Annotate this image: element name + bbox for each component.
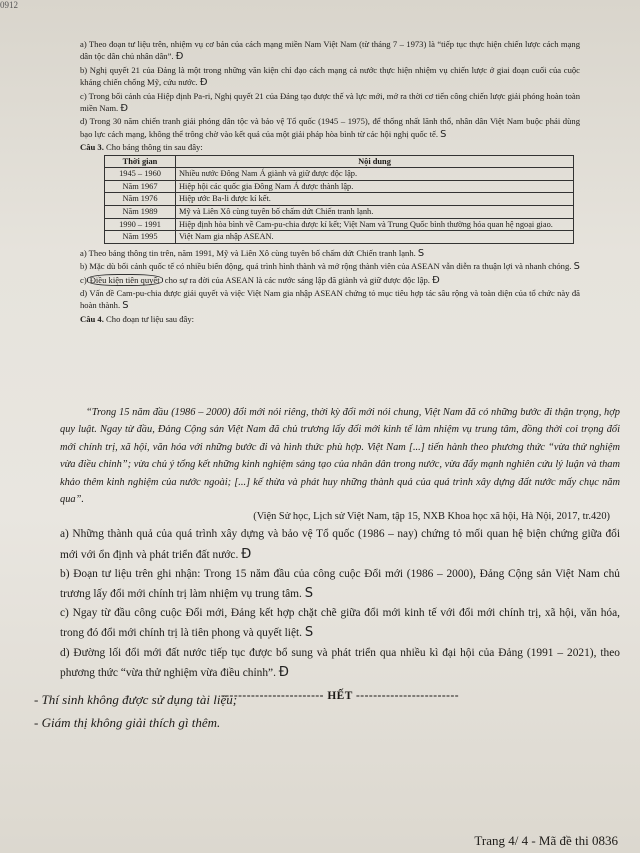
- table-row: [105, 231, 574, 244]
- table-cell: Mỹ và Liên Xô cùng tuyên bố chấm dứt Chiến tranh lạnh.: [176, 206, 574, 219]
- table-header-cell: Thời gian: [105, 155, 176, 168]
- q4-statement-c: c) Ngay từ đầu công cuộc Đổi mới, Đảng kết hợp chặt chẽ giữa đổi mới kinh tế với đổi mới chính trị, xã hội, văn hóa, trong đó đổi mới chính trị là tiên phong và quyết liệt. S: [60, 607, 620, 641]
- table-cell: Hiệp định hòa bình về Cam-pu-chia được kí kết; Việt Nam và Trung Quốc bình thường hóa quan hệ ngoại giao.: [176, 218, 574, 231]
- page-corner-label: 0912: [0, 0, 18, 10]
- table-row: [105, 206, 574, 219]
- answer-mark: Đ: [241, 546, 252, 562]
- q4-source: (Viện Sử học, Lịch sử Việt Nam, tập 15, NXB Khoa học xã hội, Hà Nội, 2017, tr.420): [253, 511, 610, 523]
- q4-statement-d: d) Đường lối đổi mới đất nước tiếp tục được bổ sung và phát triển qua nhiều kì đại hội của Đảng (1991 – 2021), theo phương thức “vừa thử nghiệm vừa điều chỉnh”. Đ: [60, 646, 620, 680]
- note-line: - Thí sinh không được sử dụng tài liệu;: [34, 692, 238, 707]
- table-cell: Năm 1989: [105, 206, 176, 219]
- table-header-row: [105, 155, 574, 168]
- answer-mark: Đ: [432, 274, 440, 286]
- q4-quote: “Trong 15 năm đầu (1986 – 2000) đổi mới nói riêng, thời kỳ đổi mới nói chung, Việt Nam đã có những bước đi thận trọng, hợp quy luật. Ngay từ đầu, Đảng Cộng sản Việt Nam đã chủ trương lấy đổi mới kinh tế làm nhiệm vụ trung tâm, đồng thời coi trọng đổi mới chính trị, xã hội, văn hóa với những bước đi và hình thức phù hợp. Việt Nam [...] tiến hành theo phương thức “vừa thử nghiệm vừa điều chỉnh”; vừa chủ ý tổng kết những kinh nghiệm sáng tạo của nhân dân trong nước, vừa đẩy mạnh nghiên cứu lý luận và tham khảo thêm kinh nghiệm của nước ngoài; [...] kế thừa và phát huy những thành quả của quá trình xây dựng đất nước mấy chục năm qua”.: [60, 407, 620, 506]
- q3-statement-d: d) Vấn đề Cam-pu-chia được giải quyết và việc Việt Nam gia nhập ASEAN chứng tỏ mục tiêu hợp tác sâu rộng và toàn diện của tổ chức này đã hoàn thành. S: [80, 288, 580, 312]
- answer-mark: Đ: [120, 103, 128, 115]
- q3-statement-a: a) Theo bảng thông tin trên, năm 1991, Mỹ và Liên Xô cùng tuyên bố chấm dứt Chiến tranh lạnh. S: [80, 247, 425, 259]
- answer-mark: S: [417, 247, 425, 259]
- upper-section: [80, 38, 580, 325]
- answer-mark: Đ: [175, 51, 184, 63]
- table-row: [105, 180, 574, 193]
- q2-statement-a: a) Theo đoạn tư liệu trên, nhiệm vụ cơ bản của cách mạng miền Nam Việt Nam (từ tháng 7 – 1973) là “tiếp tục thực hiện chiến lược cách mạng dân tộc dân chủ nhân dân”. Đ: [80, 39, 580, 63]
- q4-statement-b: b) Đoạn tư liệu trên ghi nhận: Trong 15 năm đầu của công cuộc Đổi mới (1986 – 2000), Đảng Cộng sản Việt Nam chủ trương lấy đổi mới chính trị làm nhiệm vụ trung tâm. S: [60, 567, 620, 602]
- circled-phrase: Điều kiện tiên quyết: [87, 274, 163, 286]
- q3-info-table: [104, 155, 574, 244]
- q2-statement-b: b) Nghị quyết 21 của Đảng là một trong những văn kiện chỉ đạo cách mạng cả nước thực hiện nhiệm vụ chiến lược ở giai đoạn cuối của cuộc kháng chiến chống Mỹ, cứu nước. Đ: [80, 64, 580, 89]
- q2-statement-d: d) Trong 30 năm chiến tranh giải phóng dân tộc và bảo vệ Tổ quốc (1945 – 1975), để thống nhất lãnh thổ, nhân dân Việt Nam buộc phải dùng bạo lực cách mạng, không thể trông chờ vào kết quả của một giải pháp hòa bình từ các hội nghị quốc tế. S: [80, 116, 580, 140]
- table-cell: Việt Nam gia nhập ASEAN.: [176, 231, 574, 244]
- table-row: [105, 193, 574, 206]
- table-cell: Hiệp ước Ba-li được kí kết.: [176, 193, 574, 206]
- answer-mark: S: [573, 261, 580, 273]
- table-cell: Năm 1995: [105, 231, 176, 244]
- answer-mark: S: [304, 625, 314, 641]
- q3-statement-b: b) Mặc dù bối cảnh quốc tế có nhiều biến động, quá trình hình thành và mở rộng thành viên của ASEAN vẫn diễn ra thuận lợi và nhanh chóng. S: [80, 261, 580, 273]
- table-cell: Nhiều nước Đông Nam Á giành và giữ được độc lập.: [176, 168, 574, 181]
- table-row: [105, 168, 574, 181]
- end-marker: ------------------------ HẾT ------------------------: [220, 690, 460, 703]
- q3-heading: Câu 3. Cho bảng thông tin sau đây:: [80, 142, 203, 153]
- q3-statement-c: c) Điều kiện tiên quyết cho sự ra đời của ASEAN là các nước sáng lập đã giành và giữ được độc lập. Đ: [80, 274, 440, 286]
- page-footer: Trang 4/ 4 - Mã đề thi 0836: [474, 833, 618, 848]
- q4-statement-a: a) Những thành quả của quá trình xây dựng và bảo vệ Tổ quốc (1986 – nay) chứng tỏ mối quan hệ biện chứng giữa đổi mới với ổn định và phát triển đất nước. Đ: [60, 528, 620, 562]
- answer-mark: S: [122, 300, 129, 312]
- q4-heading: Câu 4. Cho đoạn tư liệu sau đây:: [80, 313, 195, 324]
- lower-section: [60, 404, 620, 706]
- table-cell: Hiệp hội các quốc gia Đông Nam Á được thành lập.: [176, 180, 574, 193]
- table-cell: Năm 1976: [105, 193, 176, 206]
- answer-mark: S: [440, 128, 447, 140]
- table-cell: Năm 1967: [105, 180, 176, 193]
- table-cell: 1945 – 1960: [105, 168, 176, 181]
- q2-statement-c: c) Trong bối cảnh của Hiệp định Pa-ri, Nghị quyết 21 của Đảng tạo được thế và lực mới, mở ra thời cơ tiến công chiến lược giải phóng hoàn toàn miền Nam. Đ: [80, 90, 580, 115]
- note-line: - Giám thị không giải thích gì thêm.: [34, 715, 221, 730]
- table-row: [105, 218, 574, 231]
- answer-mark: Đ: [199, 77, 208, 89]
- table-cell: 1990 – 1991: [105, 218, 176, 231]
- answer-mark: S: [304, 586, 314, 602]
- answer-mark: Đ: [278, 664, 289, 680]
- table-header-cell: Nội dung: [176, 155, 574, 168]
